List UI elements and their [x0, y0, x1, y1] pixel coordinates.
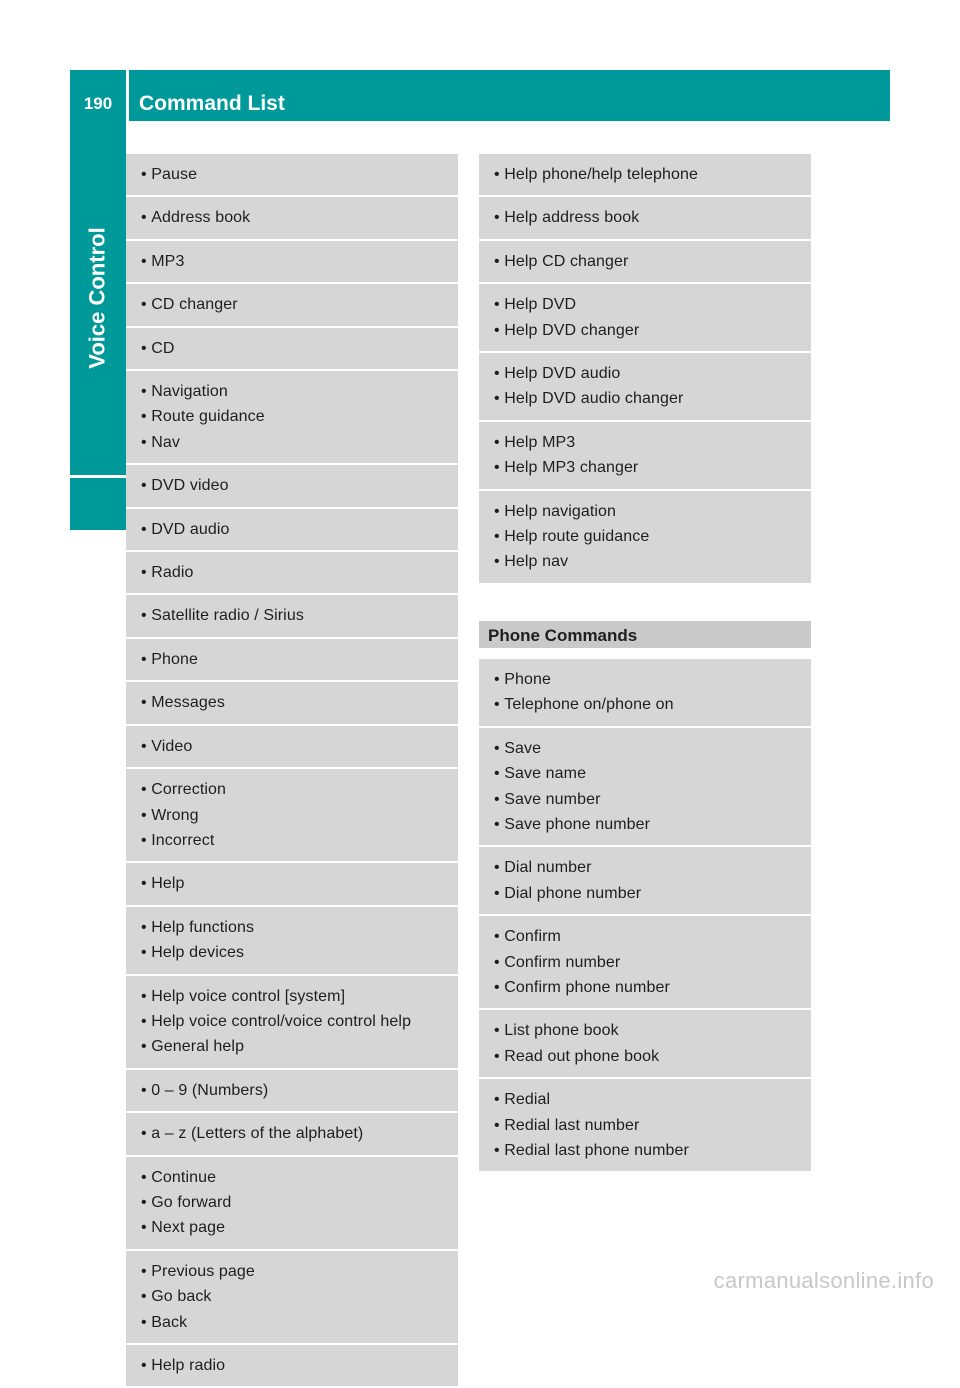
- side-tab-label-wrap: [70, 121, 126, 475]
- command-group: [126, 907, 458, 974]
- command-item: • Help navigation: [494, 499, 811, 524]
- command-item: • Video: [141, 734, 458, 759]
- command-group: [479, 659, 811, 726]
- side-tab-divider: [70, 475, 126, 478]
- command-item: • Help DVD audio changer: [494, 386, 811, 411]
- command-group: [126, 976, 458, 1068]
- command-item: • Pause: [141, 162, 458, 187]
- command-item: • Help DVD: [494, 292, 811, 317]
- command-item: • Help devices: [141, 940, 458, 965]
- command-group: [126, 1251, 458, 1343]
- command-item: • Radio: [141, 560, 458, 585]
- command-group: [479, 847, 811, 914]
- command-item: • Telephone on/phone on: [494, 692, 811, 717]
- command-item: • Dial number: [494, 855, 811, 880]
- command-item: • Next page: [141, 1215, 458, 1240]
- phone-commands-heading: Phone Commands: [479, 621, 811, 648]
- command-group: [479, 422, 811, 489]
- command-item: • Go forward: [141, 1190, 458, 1215]
- command-group: [126, 595, 458, 636]
- command-item: • a – z (Letters of the alphabet): [141, 1121, 458, 1146]
- command-group: [126, 1157, 458, 1249]
- command-item: • Help CD changer: [494, 249, 811, 274]
- header-divider: [126, 70, 129, 121]
- command-group: [126, 726, 458, 767]
- command-item: • Nav: [141, 430, 458, 455]
- command-item: • Confirm phone number: [494, 975, 811, 1000]
- command-group: [126, 682, 458, 723]
- command-group: [479, 1079, 811, 1171]
- command-item: • Satellite radio / Sirius: [141, 603, 458, 628]
- command-item: • Phone: [141, 647, 458, 672]
- command-item: • Help MP3: [494, 430, 811, 455]
- command-group: [126, 1113, 458, 1154]
- command-group: [126, 284, 458, 325]
- command-item: • CD changer: [141, 292, 458, 317]
- left-command-column: [126, 154, 458, 1388]
- command-group: [126, 509, 458, 550]
- command-item: • Save: [494, 736, 811, 761]
- command-item: • Help address book: [494, 205, 811, 230]
- command-item: • Messages: [141, 690, 458, 715]
- command-item: • Incorrect: [141, 828, 458, 853]
- command-item: • Help DVD changer: [494, 318, 811, 343]
- command-item: • Help DVD audio: [494, 361, 811, 386]
- command-item: • Go back: [141, 1284, 458, 1309]
- command-item: • Wrong: [141, 803, 458, 828]
- command-group: [479, 353, 811, 420]
- command-item: • Save name: [494, 761, 811, 786]
- command-item: • List phone book: [494, 1018, 811, 1043]
- command-item: • Save phone number: [494, 812, 811, 837]
- watermark: carmanualsonline.info: [713, 1268, 934, 1293]
- command-item: • 0 – 9 (Numbers): [141, 1078, 458, 1103]
- command-item: • Redial: [494, 1087, 811, 1112]
- command-item: • Help route guidance: [494, 524, 811, 549]
- command-item: • Help radio: [141, 1353, 458, 1378]
- command-item: • DVD video: [141, 473, 458, 498]
- command-group: [126, 465, 458, 506]
- command-item: • Help voice control [system]: [141, 984, 458, 1009]
- command-group: [126, 371, 458, 463]
- command-group: [479, 284, 811, 351]
- command-item: • General help: [141, 1034, 458, 1059]
- command-item: • Help MP3 changer: [494, 455, 811, 480]
- command-item: • Dial phone number: [494, 881, 811, 906]
- side-tab-label: Voice Control: [85, 227, 111, 369]
- command-item: • Route guidance: [141, 404, 458, 429]
- command-group: [126, 639, 458, 680]
- command-group: [479, 491, 811, 583]
- command-group: [126, 154, 458, 195]
- command-item: • Phone: [494, 667, 811, 692]
- command-item: • Help nav: [494, 549, 811, 574]
- page-number: 190: [83, 94, 113, 113]
- command-item: • Correction: [141, 777, 458, 802]
- command-group: [126, 552, 458, 593]
- command-item: • Confirm number: [494, 950, 811, 975]
- command-item: • Read out phone book: [494, 1044, 811, 1069]
- command-item: • Redial last phone number: [494, 1138, 811, 1163]
- command-item: • Back: [141, 1310, 458, 1335]
- command-group: [479, 728, 811, 846]
- command-group: [126, 328, 458, 369]
- page-title: Command List: [139, 92, 285, 115]
- command-item: • Confirm: [494, 924, 811, 949]
- help-command-list: [479, 154, 811, 583]
- command-item: • MP3: [141, 249, 458, 274]
- command-item: • Save number: [494, 787, 811, 812]
- right-command-column: [479, 154, 811, 1173]
- command-item: • Previous page: [141, 1259, 458, 1284]
- command-group: [479, 1010, 811, 1077]
- command-item: • CD: [141, 336, 458, 361]
- command-group: [479, 197, 811, 238]
- command-group: [126, 769, 458, 861]
- command-item: • DVD audio: [141, 517, 458, 542]
- phone-command-list: [479, 659, 811, 1172]
- command-group: [479, 241, 811, 282]
- command-group: [126, 1345, 458, 1386]
- command-item: • Address book: [141, 205, 458, 230]
- command-group: [126, 241, 458, 282]
- command-group: [126, 1070, 458, 1111]
- command-group: [479, 916, 811, 1008]
- command-item: • Help voice control/voice control help: [141, 1009, 458, 1034]
- command-group: [479, 154, 811, 195]
- command-item: • Help: [141, 871, 458, 896]
- command-item: • Continue: [141, 1165, 458, 1190]
- command-group: [126, 863, 458, 904]
- command-item: • Help functions: [141, 915, 458, 940]
- command-item: • Redial last number: [494, 1113, 811, 1138]
- command-item: • Help phone/help telephone: [494, 162, 811, 187]
- command-item: • Navigation: [141, 379, 458, 404]
- command-group: [126, 197, 458, 238]
